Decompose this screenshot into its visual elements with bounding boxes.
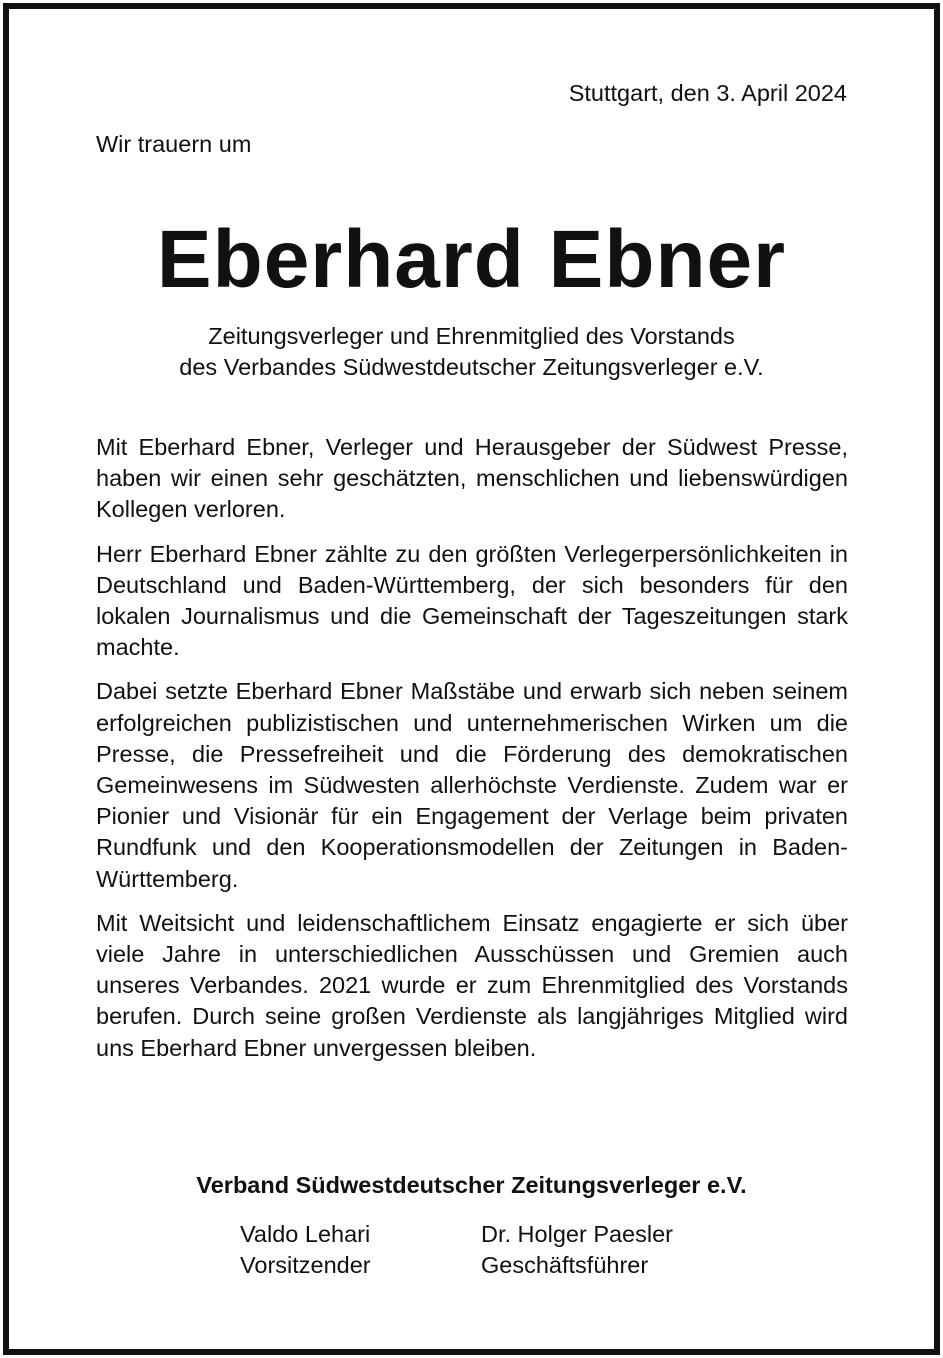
deceased-title-line-2: des Verbandes Südwestdeutscher Zeitungsverleger e.V. [179, 354, 764, 380]
signer-name: Dr. Holger Paesler [481, 1221, 673, 1247]
deceased-title [0, 321, 943, 383]
tribute-paragraph: Mit Weitsicht und leidenschaftlichem Einsatz engagierte er sich über viele Jahre in unterschiedlichen Ausschüssen und Gremien auch unseres Verbandes. 2021 wurde er zum Ehrenmitglied des Vorstands berufen. Durch seine großen Verdienste als langjähriges Mitglied wird uns Eberhard Ebner unvergessen bleiben. [96, 909, 848, 1061]
signer-paesler [481, 1219, 673, 1281]
tribute-text [96, 432, 848, 1077]
organization-name: Verband Südwestdeutscher Zeitungsverleger e.V. [196, 1172, 747, 1198]
tribute-paragraph: Dabei setzte Eberhard Ebner Maßstäbe und erwarb sich neben seinem erfolgreichen publizistischen und unternehmerischen Wirken um die Presse, die Pressefreiheit und die Förderung des demokratischen Gemeinwesens im Südwesten allerhöchste Verdienste. Zudem war er Pionier und Visionär für ein Engagement der Verlage beim privaten Rundfunk und den Kooperationsmodellen der Zeitungen in Baden-Württemberg. [96, 678, 848, 892]
intro-text: Wir trauern um [96, 131, 252, 157]
signer-lehari [240, 1219, 371, 1281]
deceased-title-line-1: Zeitungsverleger und Ehrenmitglied des Vorstands [208, 323, 735, 349]
signer-role: Geschäftsführer [481, 1252, 649, 1278]
deceased-name: Eberhard Ebner [156, 214, 787, 305]
signer-name: Valdo Lehari [240, 1221, 371, 1247]
tribute-paragraph: Herr Eberhard Ebner zählte zu den größten Verlegerpersönlichkeiten in Deutschland und Baden-Württemberg, der sich besonders für den lokalen Journalismus und die Gemeinschaft der Tageszeitungen stark machte. [96, 540, 848, 661]
tribute-paragraph: Mit Eberhard Ebner, Verleger und Herausgeber der Südwest Presse, haben wir einen sehr geschätzten, menschlichen und liebenswürdigen Kollegen verloren. [96, 434, 848, 523]
signer-role: Vorsitzender [240, 1252, 371, 1278]
notice-date: Stuttgart, den 3. April 2024 [568, 80, 847, 106]
